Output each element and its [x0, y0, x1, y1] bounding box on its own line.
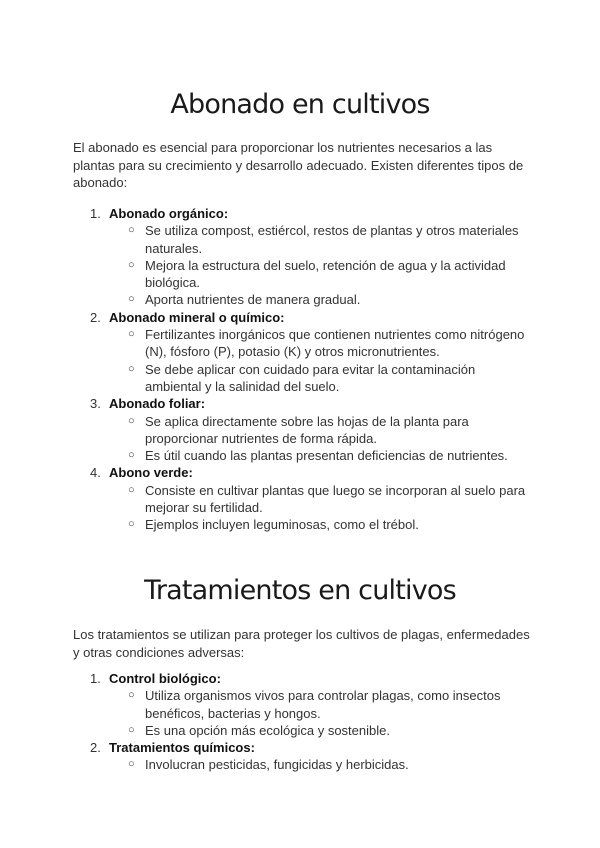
circle-bullet-icon: ○	[128, 518, 135, 531]
sub-list	[109, 687, 533, 739]
circle-bullet-icon: ○	[128, 293, 135, 306]
circle-bullet-icon: ○	[128, 723, 135, 736]
section-title-abonado: Abonado en cultivos	[170, 89, 430, 120]
list-item-heading: Abonado orgánico:	[109, 206, 229, 221]
circle-bullet-icon: ○	[128, 328, 135, 341]
sub-list-item	[109, 756, 533, 773]
circle-bullet-icon: ○	[128, 258, 135, 271]
section-title-tratamientos: Tratamientos en cultivos	[144, 575, 456, 606]
abonado-list	[73, 205, 533, 534]
tratamientos-list	[73, 670, 533, 774]
circle-bullet-icon: ○	[128, 362, 135, 375]
list-item	[73, 309, 533, 395]
sub-list-item	[109, 222, 533, 257]
sub-list-item-text: Utiliza organismos vivos para controlar plagas, como insectos benéficos, bacterias y hongos.	[145, 688, 501, 721]
circle-bullet-icon: ○	[128, 483, 135, 496]
list-item	[73, 464, 533, 533]
circle-bullet-icon: ○	[128, 758, 135, 771]
sub-list-item	[109, 447, 533, 464]
sub-list-item-text: Se aplica directamente sobre las hojas de la planta para proporcionar nutrientes de forma rápida.	[145, 413, 469, 446]
sub-list	[109, 222, 533, 308]
list-item-heading: Tratamientos químicos:	[109, 740, 255, 756]
section-intro-abonado: El abonado es esencial para proporcionar los nutrientes necesarios a las plantas para su crecimiento y desarrollo adecuado. Existen diferentes tipos de abonado:	[73, 140, 524, 190]
list-item	[73, 205, 533, 309]
sub-list-item	[109, 361, 533, 396]
list-item-heading: Abonado mineral o químico:	[109, 309, 285, 325]
sub-list	[109, 756, 533, 773]
list-number: 3.	[90, 396, 101, 412]
sub-list-item-text: Es útil cuando las plantas presentan deficiencias de nutrientes.	[145, 448, 508, 464]
sub-list-item-text: Se debe aplicar con cuidado para evitar la contaminación ambiental y la salinidad del suelo.	[145, 361, 476, 394]
sub-list-item	[109, 413, 533, 448]
list-number: 1.	[90, 671, 101, 686]
sub-list-item	[109, 722, 533, 739]
sub-list-item-text: Involucran pesticidas, fungicidas y herbicidas.	[145, 757, 409, 773]
list-number: 4.	[90, 465, 101, 481]
sub-list	[109, 413, 533, 465]
sub-list-item	[109, 516, 533, 533]
sub-list-item-text: Aporta nutrientes de manera gradual.	[145, 292, 361, 308]
circle-bullet-icon: ○	[128, 689, 135, 702]
sub-list-item	[109, 687, 533, 722]
sub-list-item-text: Se utiliza compost, estiércol, restos de plantas y otros materiales naturales.	[145, 223, 519, 256]
circle-bullet-icon: ○	[128, 224, 135, 237]
sub-list-item	[109, 482, 533, 517]
list-number: 2.	[90, 740, 101, 756]
circle-bullet-icon: ○	[128, 414, 135, 427]
list-item-heading: Abono verde:	[109, 465, 193, 481]
sub-list-item-text: Mejora la estructura del suelo, retención de agua y la actividad biológica.	[145, 257, 506, 291]
sub-list	[109, 326, 533, 395]
list-number: 1.	[90, 206, 101, 221]
sub-list-item	[109, 291, 533, 308]
sub-list-item	[109, 257, 533, 292]
sub-list-item-text: Consiste en cultivar plantas que luego se incorporan al suelo para mejorar su fertilidad.	[145, 482, 526, 516]
sub-list	[109, 482, 533, 534]
list-number: 2.	[90, 309, 101, 325]
list-item	[73, 670, 533, 739]
sub-list-item	[109, 326, 533, 361]
sub-list-item-text: Fertilizantes inorgánicos que contienen nutrientes como nitrógeno (N), fósforo (P), potasio (K) y otros micronutrientes.	[145, 327, 525, 360]
sub-list-item-text: Ejemplos incluyen leguminosas, como el trébol.	[145, 517, 419, 533]
sub-list-item-text: Es una opción más ecológica y sostenible.	[145, 722, 390, 738]
list-item-heading: Control biológico:	[109, 671, 221, 686]
list-item	[73, 739, 533, 774]
list-item-heading: Abonado foliar:	[109, 396, 206, 412]
circle-bullet-icon: ○	[128, 449, 135, 462]
list-item	[73, 395, 533, 464]
section-intro-tratamientos: Los tratamientos se utilizan para proteger los cultivos de plagas, enfermedades y otras condiciones adversas:	[73, 627, 530, 660]
